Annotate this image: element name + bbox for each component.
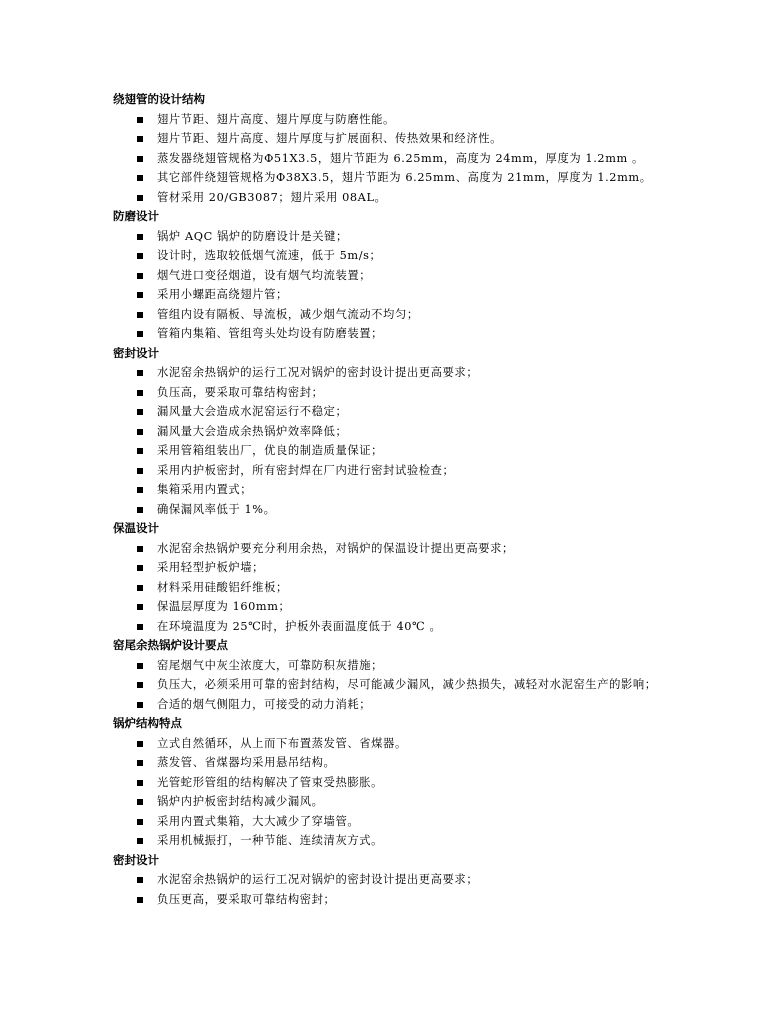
bullet-list [113,734,673,851]
list-item-text: 确保漏风率低于 1%。 [157,502,276,516]
square-bullet-icon [137,682,143,688]
section-heading: 保温设计 [113,521,159,535]
square-bullet-icon [137,468,143,474]
list-item-text: 负压高，要采取可靠结构密封； [157,385,324,399]
list-item [113,149,673,169]
list-item [113,383,673,403]
list-item-text: 在环境温度为 25℃时，护板外表面温度低于 40℃ 。 [157,619,442,633]
square-bullet-icon [137,546,143,552]
square-bullet-icon [137,253,143,259]
square-bullet-icon [137,117,143,123]
list-item-text: 窑尾烟气中灰尘浓度大，可靠防积灰措施； [157,658,384,672]
section-heading: 密封设计 [113,852,159,867]
list-item [113,402,673,422]
list-item [113,695,673,715]
square-bullet-icon [137,136,143,142]
square-bullet-icon [137,409,143,415]
square-bullet-icon [137,390,143,396]
list-item [113,539,673,559]
list-item [113,480,673,500]
list-item-text: 其它部件绕翅管规格为Φ38X3.5，翅片节距为 6.25mm、高度为 21mm，厚度为 1.2mm。 [157,171,652,184]
square-bullet-icon [137,585,143,591]
list-item-text: 烟气进口变径烟道，设有烟气均流装置； [157,268,372,282]
list-item [113,227,673,247]
list-item [113,675,673,695]
list-item [113,461,673,481]
square-bullet-icon [137,702,143,708]
list-item-text: 集箱采用内置式； [157,483,253,496]
list-item [113,773,673,793]
list-item-text: 合适的烟气侧阻力，可接受的动力消耗； [157,697,372,711]
bullet-list [113,656,673,715]
list-item [113,129,673,149]
list-item-text: 管组内设有隔板、导流板，减少烟气流动不均匀； [157,307,419,321]
bullet-list [113,227,673,344]
square-bullet-icon [137,331,143,337]
list-item-text: 光管蛇形管组的结构解决了管束受热膨胀。 [157,775,384,789]
list-item [113,441,673,461]
list-item-text: 翅片节距、翅片高度、翅片厚度与防磨性能。 [157,112,395,126]
square-bullet-icon [137,487,143,493]
list-item-text: 采用小螺距高绕翅片管； [157,288,288,301]
square-bullet-icon [137,604,143,610]
square-bullet-icon [137,799,143,805]
square-bullet-icon [137,156,143,162]
square-bullet-icon [137,741,143,747]
list-item-text: 立式自然循环，从上而下布置蒸发管、省煤器。 [157,736,407,750]
list-item [113,578,673,598]
list-item [113,734,673,754]
bullet-list [113,363,673,519]
list-item-text: 保温层厚度为 160mm； [157,600,291,613]
list-item [113,792,673,812]
section-heading: 防磨设计 [113,209,159,223]
section-heading: 锅炉结构特点 [113,716,182,730]
list-item-text: 水泥窑余热锅炉的运行工况对锅炉的密封设计提出更高要求； [157,366,479,379]
square-bullet-icon [137,273,143,279]
list-item [113,656,673,676]
square-bullet-icon [137,448,143,454]
list-item-text: 水泥窑余热锅炉的运行工况对锅炉的密封设计提出更高要求； [157,873,479,886]
list-item-text: 采用管箱组装出厂，优良的制造质量保证； [157,444,384,457]
list-item [113,870,673,890]
list-item [113,188,673,208]
list-item-text: 负压更高，要采取可靠结构密封； [157,892,336,906]
list-item-text: 水泥窑余热锅炉要充分利用余热，对锅炉的保温设计提出更高要求； [157,541,514,555]
bullet-list [113,539,673,637]
list-item-text: 材料采用硅酸铝纤维板； [157,580,288,594]
square-bullet-icon [137,760,143,766]
square-bullet-icon [137,663,143,669]
section-heading: 窑尾余热锅炉设计要点 [113,638,228,652]
list-item [113,890,673,910]
section-heading: 密封设计 [113,345,159,360]
list-item [113,246,673,266]
list-item-text: 漏风量大会造成水泥窑运行不稳定； [157,405,348,418]
list-item-text: 采用内护板密封，所有密封焊在厂内进行密封试验检查； [157,463,455,477]
list-item-text: 蒸发管、省煤器均采用悬吊结构。 [157,756,336,769]
list-item-text: 设计时，选取较低烟气流速，低于 5m/s； [157,249,382,262]
section-heading: 绕翅管的设计结构 [113,92,205,106]
list-item [113,831,673,851]
list-item [113,110,673,130]
list-item [113,753,673,773]
square-bullet-icon [137,838,143,844]
list-item [113,617,673,637]
square-bullet-icon [137,565,143,571]
list-item-text: 锅炉内护板密封结构减少漏风。 [157,795,324,808]
square-bullet-icon [137,624,143,630]
list-item-text: 漏风量大会造成余热锅炉效率降低； [157,424,348,438]
square-bullet-icon [137,429,143,435]
list-item-text: 采用内置式集箱，大大减少了穿墙管。 [157,814,360,828]
list-item-text: 管箱内集箱、管组弯头处均设有防磨装置； [157,327,384,340]
list-item-text: 蒸发器绕翅管规格为Φ51X3.5，翅片节距为 6.25mm，高度为 24mm，厚度为 1.2mm 。 [157,151,644,165]
bullet-list [113,110,673,208]
square-bullet-icon [137,312,143,318]
square-bullet-icon [137,507,143,513]
square-bullet-icon [137,234,143,240]
square-bullet-icon [137,780,143,786]
list-item [113,363,673,383]
list-item-text: 采用轻型护板炉墙； [157,561,265,574]
list-item [113,324,673,344]
list-item-text: 负压大，必须采用可靠的密封结构，尽可能减少漏风，减少热损失，减轻对水泥窑生产的影响； [157,678,657,691]
document-content [113,90,673,909]
list-item-text: 锅炉 AQC 锅炉的防磨设计是关键； [157,229,348,243]
square-bullet-icon [137,370,143,376]
list-item-text: 翅片节距、翅片高度、翅片厚度与扩展面积、传热效果和经济性。 [157,132,503,145]
bullet-list [113,870,673,909]
list-item [113,500,673,520]
list-item [113,812,673,832]
list-item [113,422,673,442]
square-bullet-icon [137,195,143,201]
list-item-text: 管材采用 20/GB3087；翅片采用 08AL。 [157,190,387,204]
list-item [113,266,673,286]
square-bullet-icon [137,877,143,883]
list-item [113,558,673,578]
list-item [113,168,673,188]
square-bullet-icon [137,819,143,825]
list-item [113,285,673,305]
list-item [113,597,673,617]
square-bullet-icon [137,175,143,181]
square-bullet-icon [137,897,143,903]
list-item [113,305,673,325]
list-item-text: 采用机械振打，一种节能、连续清灰方式。 [157,834,384,847]
square-bullet-icon [137,292,143,298]
